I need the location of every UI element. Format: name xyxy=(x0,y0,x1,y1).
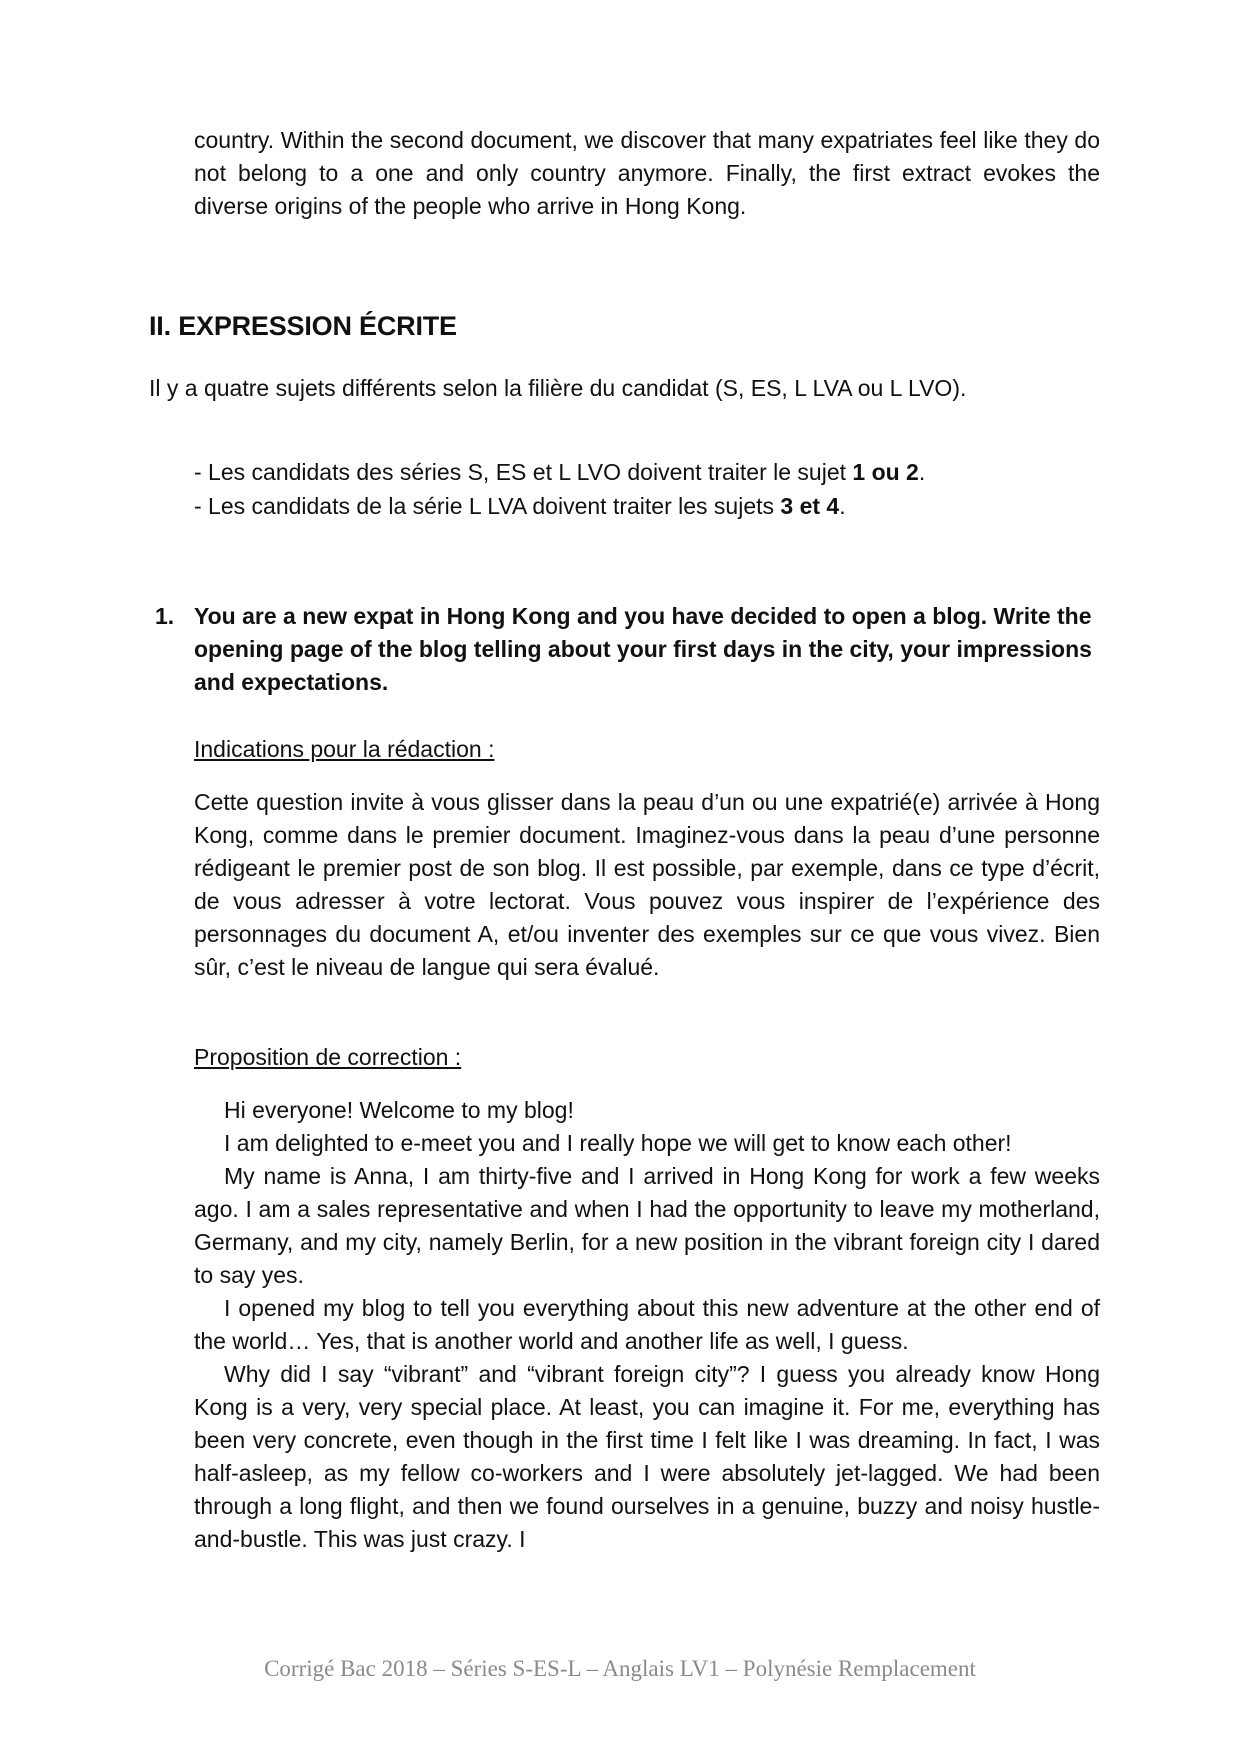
rule-line-2 xyxy=(194,490,846,523)
section-title: II. EXPRESSION ÉCRITE xyxy=(149,311,457,341)
essay-paragraph: Why did I say “vibrant” and “vibrant foreign city”? I guess you already know Hong Kong is a very, very special place. At least, you can imagine it. For me, everything has been very concrete, even though in the first time I felt like I was dreaming. In fact, I was half-asleep, as my fellow co-workers and I were absolutely jet-lagged. We had been through a long flight, and then we found ourselves in a genuine, buzzy and noisy hustle-and-bustle. This was just crazy. I xyxy=(194,1361,1100,1552)
rule-1-suffix: . xyxy=(918,459,926,485)
essay-paragraph: My name is Anna, I am thirty-five and I arrived in Hong Kong for work a few weeks ago. I am a sales representative and when I had the opportunity to leave my motherland, Germany, and my city, namely Berlin, for a new position in the vibrant foreign city I dared to say yes. xyxy=(194,1163,1100,1288)
rule-2-bold: 3 et 4 xyxy=(780,493,840,519)
intro-paragraph: country. Within the second document, we discover that many expatriates feel like they do not belong to a one and only country anymore. Finally, the first extract evokes the diverse origins of the people who arrive in Hong Kong. xyxy=(194,127,1100,219)
question-text: You are a new expat in Hong Kong and you have decided to open a blog. Write the opening page of the blog telling about your first days in the city, your impressions and expectations. xyxy=(194,603,1092,695)
rule-2-prefix: - Les candidats de la série L LVA doivent traiter les sujets xyxy=(194,493,781,519)
question-number: 1. xyxy=(155,603,175,629)
proposition-title: Proposition de correction : xyxy=(194,1044,462,1070)
subjects-text: Il y a quatre sujets différents selon la filière du candidat (S, ES, L LVA ou L LVO). xyxy=(149,375,967,401)
essay-paragraph: Hi everyone! Welcome to my blog! xyxy=(224,1097,574,1123)
rule-2-suffix: . xyxy=(839,493,846,519)
rule-1-bold: 1 ou 2 xyxy=(852,459,919,485)
indications-body: Cette question invite à vous glisser dans la peau d’un ou une expatrié(e) arrivée à Hong Kong, comme dans le premier document. Imaginez-vous dans la peau d’une personne rédigeant le premier post de son blog. Il est possible, par exemple, dans ce type d’écrit, de vous adresser à votre lectorat. Vous pouvez vous inspirer de l’expérience des personnages du document A, et/ou inventer des exemples sur ce que vous vivez. Bien sûr, c’est le niveau de langue qui sera évalué. xyxy=(194,789,1100,980)
essay-paragraph: I am delighted to e-meet you and I really hope we will get to know each other! xyxy=(224,1130,1012,1156)
rule-line-1 xyxy=(194,456,925,489)
indications-title: Indications pour la rédaction : xyxy=(194,736,495,762)
page-footer: Corrigé Bac 2018 – Séries S-ES-L – Anglais LV1 – Polynésie Remplacement xyxy=(264,1656,976,1681)
rule-1-prefix: - Les candidats des séries S, ES et L LVO doivent traiter le sujet xyxy=(194,459,853,485)
proposition-essay xyxy=(194,1094,1100,1556)
essay-paragraph: I opened my blog to tell you everything about this new adventure at the other end of the world… Yes, that is another world and another life as well, I guess. xyxy=(194,1295,1100,1354)
